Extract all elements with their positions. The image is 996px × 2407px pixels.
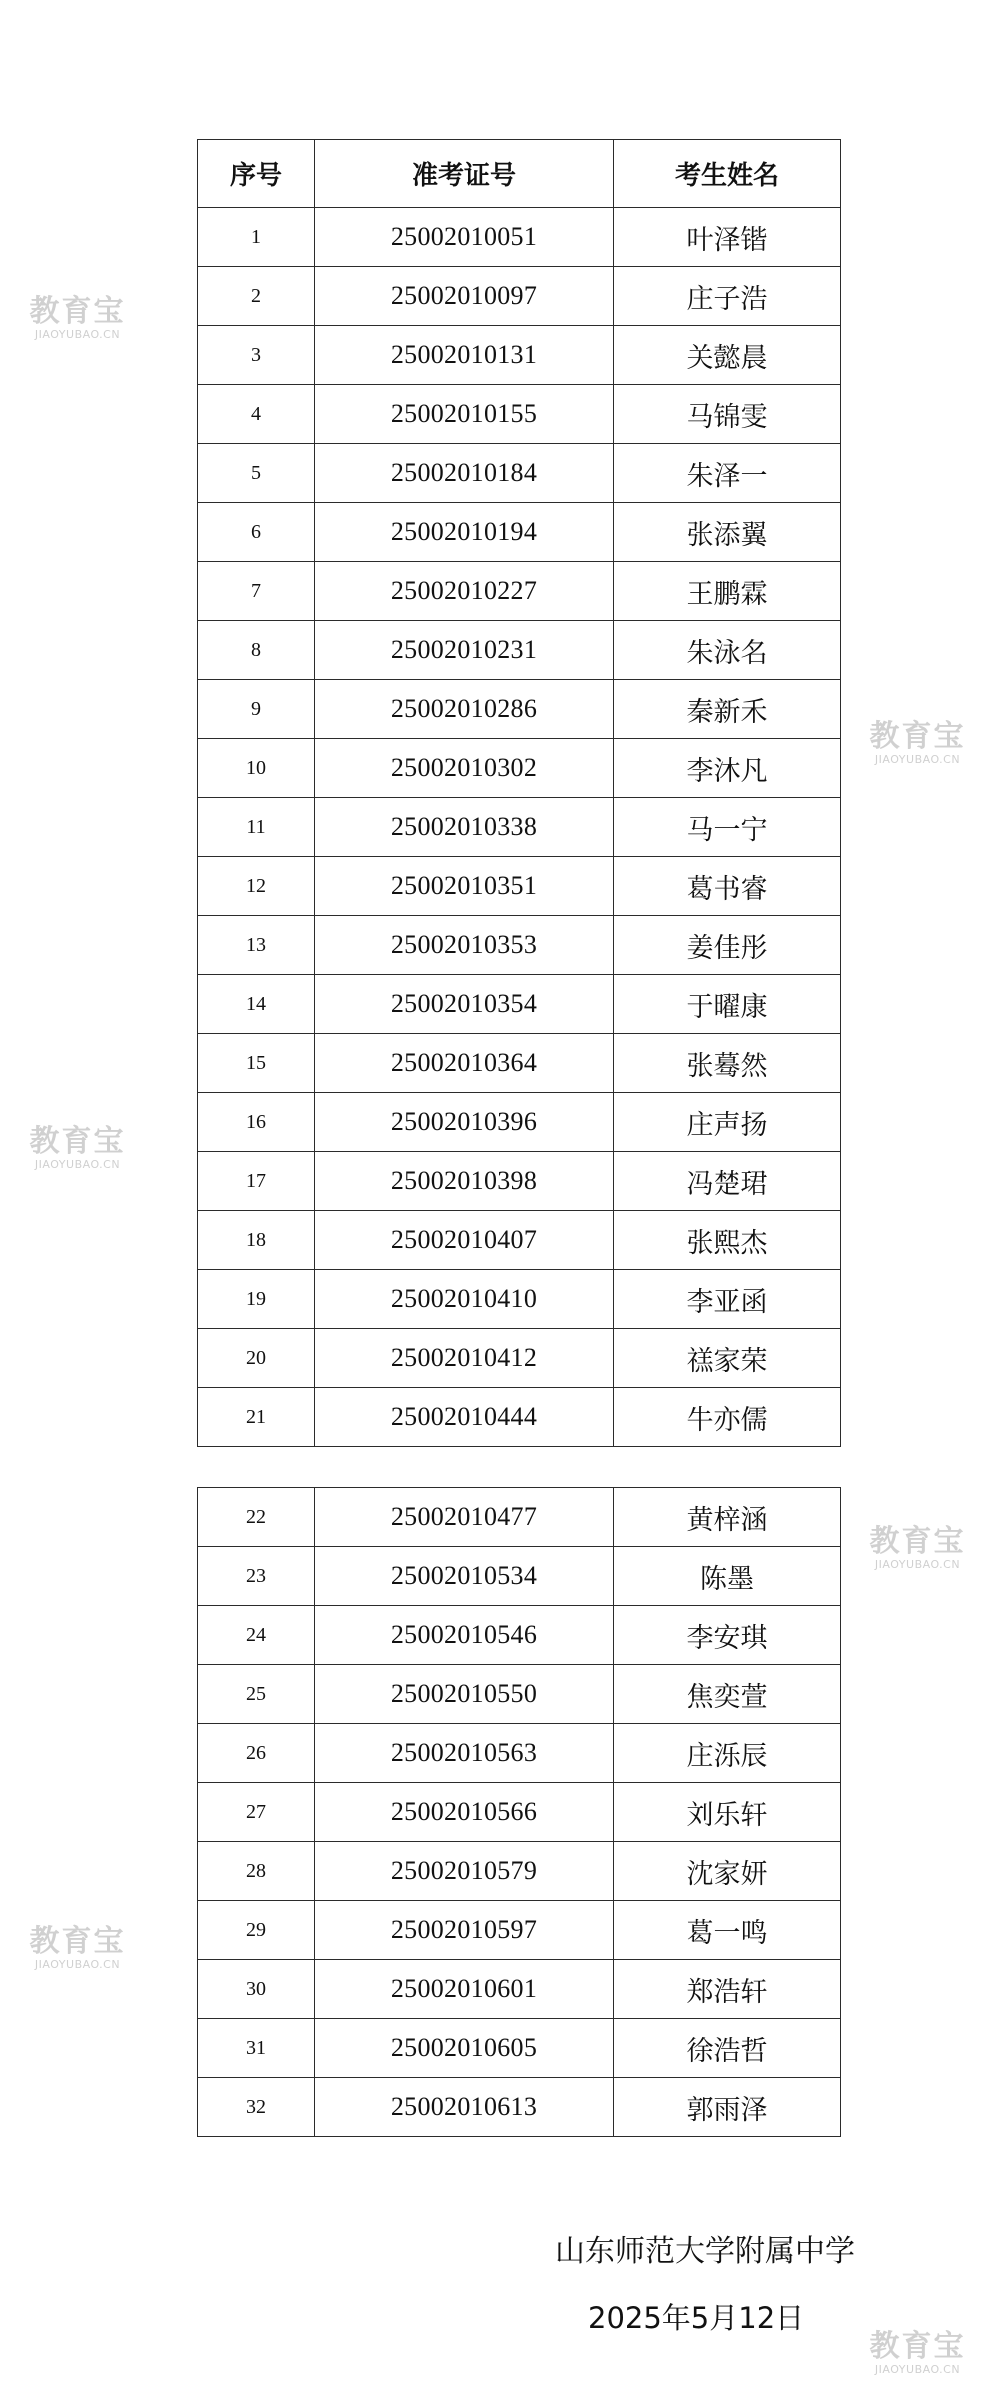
admission-list-table [197, 139, 841, 1447]
admission-ticket-number-cell: 25002010286 [315, 680, 614, 739]
admission-ticket-number-cell: 25002010601 [315, 1960, 614, 2019]
candidate-name-cell: 葛一鸣 [614, 1901, 841, 1960]
candidate-name-cell: 郭雨泽 [614, 2078, 841, 2137]
candidate-name-cell: 叶泽锴 [614, 208, 841, 267]
serial-number-cell: 15 [198, 1034, 315, 1093]
serial-number-cell: 7 [198, 562, 315, 621]
watermark-logo [860, 2330, 975, 2376]
candidate-name-cell: 姜佳彤 [614, 916, 841, 975]
admission-ticket-number-cell: 25002010302 [315, 739, 614, 798]
serial-number-cell: 9 [198, 680, 315, 739]
admission-ticket-number-cell: 25002010396 [315, 1093, 614, 1152]
candidate-name-cell: 焦奕萱 [614, 1665, 841, 1724]
table-row [198, 1388, 841, 1447]
issuing-school: 山东师范大学附属中学 [555, 2234, 855, 2269]
admission-ticket-number-cell: 25002010231 [315, 621, 614, 680]
table-row [198, 444, 841, 503]
candidate-name-cell: 李亚函 [614, 1270, 841, 1329]
table-row [198, 680, 841, 739]
candidate-name-cell: 郑浩轩 [614, 1960, 841, 2019]
watermark-logo [860, 720, 975, 766]
admission-ticket-number-cell: 25002010227 [315, 562, 614, 621]
serial-number-cell: 27 [198, 1783, 315, 1842]
header-candidate-name: 考生姓名 [614, 140, 841, 208]
table-row [198, 2078, 841, 2137]
admission-ticket-number-cell: 25002010534 [315, 1547, 614, 1606]
candidate-name-cell: 李安琪 [614, 1606, 841, 1665]
admission-ticket-number-cell: 25002010546 [315, 1606, 614, 1665]
table-row [198, 857, 841, 916]
candidate-name-cell: 马锦雯 [614, 385, 841, 444]
candidate-name-cell: 沈家妍 [614, 1842, 841, 1901]
table-row [198, 2019, 841, 2078]
admission-ticket-number-cell: 25002010579 [315, 1842, 614, 1901]
table-row [198, 1547, 841, 1606]
serial-number-cell: 4 [198, 385, 315, 444]
serial-number-cell: 11 [198, 798, 315, 857]
serial-number-cell: 18 [198, 1211, 315, 1270]
watermark-text: 教育宝 [29, 1124, 126, 1159]
table-row [198, 739, 841, 798]
admission-ticket-number-cell: 25002010550 [315, 1665, 614, 1724]
candidate-name-cell: 陈墨 [614, 1547, 841, 1606]
issue-date: 2025年5月12日 [588, 2301, 805, 2335]
serial-number-cell: 19 [198, 1270, 315, 1329]
admission-ticket-number-cell: 25002010398 [315, 1152, 614, 1211]
admission-ticket-number-cell: 25002010353 [315, 916, 614, 975]
serial-number-cell: 8 [198, 621, 315, 680]
table-row [198, 326, 841, 385]
admission-ticket-number-cell: 25002010155 [315, 385, 614, 444]
serial-number-cell: 20 [198, 1329, 315, 1388]
admission-ticket-number-cell: 25002010131 [315, 326, 614, 385]
watermark-text: 教育宝 [29, 294, 126, 329]
candidate-name-cell: 李沐凡 [614, 739, 841, 798]
candidate-name-cell: 秦新禾 [614, 680, 841, 739]
table-row [198, 1842, 841, 1901]
serial-number-cell: 21 [198, 1388, 315, 1447]
admission-ticket-number-cell: 25002010194 [315, 503, 614, 562]
admission-ticket-number-cell: 25002010410 [315, 1270, 614, 1329]
candidate-name-cell: 于曜康 [614, 975, 841, 1034]
serial-number-cell: 25 [198, 1665, 315, 1724]
serial-number-cell: 14 [198, 975, 315, 1034]
table-row [198, 1488, 841, 1547]
admission-list-table-continued [197, 1487, 841, 2137]
admission-ticket-number-cell: 25002010354 [315, 975, 614, 1034]
table-row [198, 503, 841, 562]
candidate-name-cell: 张熙杰 [614, 1211, 841, 1270]
serial-number-cell: 31 [198, 2019, 315, 2078]
watermark-subtext: JIAOYUBAO.CN [34, 328, 121, 341]
serial-number-cell: 30 [198, 1960, 315, 2019]
candidate-name-cell: 牛亦儒 [614, 1388, 841, 1447]
candidate-name-cell: 马一宁 [614, 798, 841, 857]
serial-number-cell: 24 [198, 1606, 315, 1665]
watermark-logo [860, 1525, 975, 1571]
table-row [198, 562, 841, 621]
candidate-name-cell: 禚家荣 [614, 1329, 841, 1388]
candidate-name-cell: 庄子浩 [614, 267, 841, 326]
admission-ticket-number-cell: 25002010613 [315, 2078, 614, 2137]
table-row [198, 1034, 841, 1093]
serial-number-cell: 23 [198, 1547, 315, 1606]
candidate-name-cell: 徐浩哲 [614, 2019, 841, 2078]
candidate-name-cell: 王鹏霖 [614, 562, 841, 621]
table-row [198, 916, 841, 975]
serial-number-cell: 12 [198, 857, 315, 916]
serial-number-cell: 29 [198, 1901, 315, 1960]
admission-ticket-number-cell: 25002010566 [315, 1783, 614, 1842]
candidate-name-cell: 关懿晨 [614, 326, 841, 385]
admission-ticket-number-cell: 25002010597 [315, 1901, 614, 1960]
watermark-text: 教育宝 [869, 719, 966, 754]
candidate-name-cell: 朱泳名 [614, 621, 841, 680]
table-row [198, 385, 841, 444]
watermark-subtext: JIAOYUBAO.CN [874, 753, 961, 766]
admission-ticket-number-cell: 25002010477 [315, 1488, 614, 1547]
candidate-name-cell: 黄梓涵 [614, 1488, 841, 1547]
watermark-logo [20, 295, 135, 341]
candidate-name-cell: 张添翼 [614, 503, 841, 562]
serial-number-cell: 22 [198, 1488, 315, 1547]
candidate-name-cell: 庄声扬 [614, 1093, 841, 1152]
admission-ticket-number-cell: 25002010338 [315, 798, 614, 857]
table-row [198, 1665, 841, 1724]
watermark-subtext: JIAOYUBAO.CN [34, 1158, 121, 1171]
table-row [198, 975, 841, 1034]
admission-ticket-number-cell: 25002010444 [315, 1388, 614, 1447]
admission-ticket-number-cell: 25002010097 [315, 267, 614, 326]
serial-number-cell: 16 [198, 1093, 315, 1152]
candidate-name-cell: 朱泽一 [614, 444, 841, 503]
admission-ticket-number-cell: 25002010412 [315, 1329, 614, 1388]
table-row [198, 1606, 841, 1665]
admission-ticket-number-cell: 25002010051 [315, 208, 614, 267]
candidate-name-cell: 张蓦然 [614, 1034, 841, 1093]
serial-number-cell: 13 [198, 916, 315, 975]
table-row [198, 1211, 841, 1270]
admission-ticket-number-cell: 25002010605 [315, 2019, 614, 2078]
table-row [198, 267, 841, 326]
admission-ticket-number-cell: 25002010351 [315, 857, 614, 916]
watermark-text: 教育宝 [29, 1924, 126, 1959]
table-row [198, 1901, 841, 1960]
watermark-text: 教育宝 [869, 1524, 966, 1559]
serial-number-cell: 2 [198, 267, 315, 326]
admission-ticket-number-cell: 25002010184 [315, 444, 614, 503]
table-row [198, 208, 841, 267]
admission-ticket-number-cell: 25002010407 [315, 1211, 614, 1270]
watermark-logo [20, 1925, 135, 1971]
admission-ticket-number-cell: 25002010364 [315, 1034, 614, 1093]
serial-number-cell: 17 [198, 1152, 315, 1211]
table-row [198, 1960, 841, 2019]
table-row [198, 621, 841, 680]
table-row [198, 1329, 841, 1388]
table-header-row [198, 140, 841, 208]
candidate-name-cell: 葛书睿 [614, 857, 841, 916]
header-admission-ticket-number: 准考证号 [315, 140, 614, 208]
serial-number-cell: 6 [198, 503, 315, 562]
watermark-logo [20, 1125, 135, 1171]
watermark-text: 教育宝 [869, 2329, 966, 2364]
serial-number-cell: 28 [198, 1842, 315, 1901]
table-row [198, 1152, 841, 1211]
serial-number-cell: 26 [198, 1724, 315, 1783]
candidate-name-cell: 冯楚珺 [614, 1152, 841, 1211]
table-row [198, 798, 841, 857]
candidate-name-cell: 刘乐轩 [614, 1783, 841, 1842]
candidate-name-cell: 庄泺辰 [614, 1724, 841, 1783]
table-row [198, 1724, 841, 1783]
table-row [198, 1093, 841, 1152]
admission-ticket-number-cell: 25002010563 [315, 1724, 614, 1783]
serial-number-cell: 1 [198, 208, 315, 267]
header-serial-number: 序号 [198, 140, 315, 208]
serial-number-cell: 3 [198, 326, 315, 385]
serial-number-cell: 10 [198, 739, 315, 798]
watermark-subtext: JIAOYUBAO.CN [874, 1558, 961, 1571]
table-row [198, 1783, 841, 1842]
watermark-subtext: JIAOYUBAO.CN [34, 1958, 121, 1971]
serial-number-cell: 5 [198, 444, 315, 503]
table-row [198, 1270, 841, 1329]
serial-number-cell: 32 [198, 2078, 315, 2137]
watermark-subtext: JIAOYUBAO.CN [874, 2363, 961, 2376]
